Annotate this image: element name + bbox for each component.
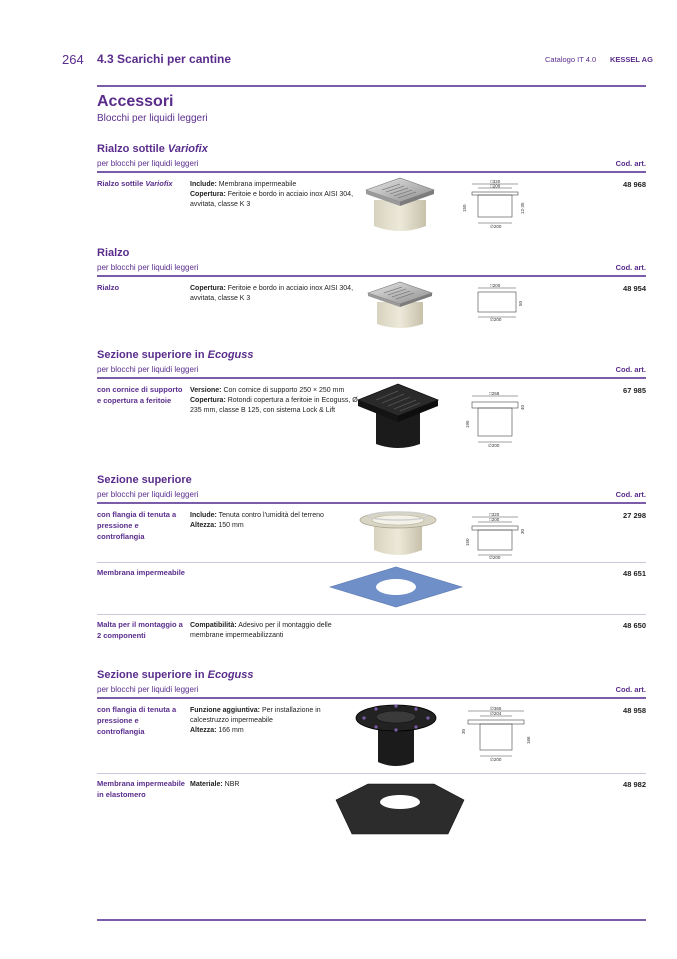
technical-drawing: [462, 512, 532, 560]
dimension-label: 150: [465, 538, 470, 546]
technical-drawing: [462, 390, 532, 448]
dimension-label: □200: [489, 517, 500, 522]
dimension-label: ∅365: [490, 706, 502, 711]
page-subtitle: Blocchi per liquidi leggeri: [97, 113, 208, 124]
code-label: Cod. art.: [615, 365, 646, 374]
dimension-label: ∅200: [488, 443, 500, 448]
article-code: 67 985: [623, 386, 646, 395]
item-description: Include: Tenuta contro l'umidità del terreno Altezza: 150 mm: [190, 512, 324, 529]
item-name: con flangia di tenuta a pressione e controflangia: [97, 510, 177, 541]
section-rule: [97, 377, 646, 379]
dimension-label: □258: [489, 391, 500, 396]
dimension-label: 30: [520, 528, 525, 534]
section-title: Rialzo sottile Variofix: [97, 143, 208, 155]
dimension-label: ∅200: [490, 224, 502, 229]
code-label: Cod. art.: [615, 490, 646, 499]
article-code: 48 650: [623, 621, 646, 630]
section-rule: [97, 502, 646, 504]
code-label: Cod. art.: [615, 685, 646, 694]
section-subtitle: per blocchi per liquidi leggeri: [97, 263, 199, 272]
dimension-label: □320: [490, 179, 501, 184]
section-subtitle: per blocchi per liquidi leggeri: [97, 159, 199, 168]
item-name: Membrana impermeabile in elastomero: [97, 779, 185, 799]
section-subtitle: per blocchi per liquidi leggeri: [97, 685, 199, 694]
product-image-ecoguss-grate: [356, 382, 440, 452]
section-title: Sezione superiore in Ecoguss: [97, 349, 254, 361]
dimension-label: ∅200: [490, 317, 502, 322]
item-description: Funzione aggiuntiva: Per installazione in calcestruzzo impermeabile Altezza: 166 mm: [190, 707, 321, 734]
item-name: Malta per il montaggio a 2 componenti: [97, 620, 183, 640]
item-name: Membrana impermeabile: [97, 568, 185, 577]
dimension-label: ∅200: [489, 555, 501, 560]
dimension-label: □320: [489, 512, 500, 517]
article-code: 48 651: [623, 569, 646, 578]
technical-drawing: [470, 282, 530, 322]
item-name: Rialzo: [97, 283, 120, 292]
section-title: Rialzo: [97, 247, 130, 259]
item-description: Materiale: NBR: [190, 781, 240, 788]
item-name: Rialzo sottile Variofix: [97, 179, 173, 188]
row-divider: [97, 773, 646, 774]
catalog-label: Catalogo IT 4.0: [545, 55, 597, 64]
page-number: 264: [62, 52, 84, 67]
item-description: Include: Membrana impermeabile Copertura: Feritoie e bordo in acciaio inox AISI 304, avvitata, classe K 3: [190, 181, 354, 208]
item-description: Versione: Con cornice di supporto 250 × 250 mm Copertura: Rotondi copertura a feritoie in Ecoguss, Ø 235 mm, classe B 125, con sistema Lock & Lift: [190, 387, 358, 414]
section-subtitle: per blocchi per liquidi leggeri: [97, 490, 199, 499]
item-name: con cornice di supporto e copertura a feritoie: [97, 385, 183, 405]
article-code: 48 958: [623, 706, 646, 715]
article-code: 48 968: [623, 180, 646, 189]
item-name: con flangia di tenuta a pressione e controflangia: [97, 705, 177, 736]
product-image-membrane: [328, 565, 464, 609]
code-label: Cod. art.: [615, 263, 646, 272]
dimension-label: 40: [520, 404, 525, 410]
product-image-ecoguss-flange: [354, 702, 438, 770]
section-rule: [97, 275, 646, 277]
dimension-label: 150: [462, 204, 467, 212]
section-heading: 4.3 Scarichi per cantine: [97, 52, 232, 66]
product-image-variofix: [362, 176, 438, 236]
section-title: Sezione superiore: [97, 474, 192, 486]
dimension-label: 166: [526, 736, 531, 744]
section-subtitle: per blocchi per liquidi leggeri: [97, 365, 199, 374]
dimension-label: □200: [490, 183, 501, 189]
article-code: 27 298: [623, 511, 646, 520]
dimension-label: 195: [465, 420, 470, 428]
article-code: 48 982: [623, 780, 646, 789]
brand-label: KESSEL AG: [610, 55, 653, 64]
product-image-elastomer-membrane: [334, 782, 466, 836]
section-rule: [97, 697, 646, 699]
dimension-label: ∅204: [490, 711, 502, 716]
technical-drawing: [460, 178, 532, 230]
product-image-rialzo: [364, 280, 436, 332]
product-image-flange-ring: [358, 508, 438, 560]
item-description: Copertura: Feritoie e bordo in acciaio inox AISI 304, avvitata, classe K 3: [190, 285, 354, 302]
dimension-label: ∅200: [490, 757, 502, 762]
article-code: 48 954: [623, 284, 646, 293]
row-divider: [97, 614, 646, 615]
page-title: Accessori: [97, 93, 174, 110]
technical-drawing: [460, 706, 534, 764]
dimension-label: 30: [461, 728, 466, 734]
dimension-label: 50: [518, 300, 523, 306]
code-label: Cod. art.: [615, 159, 646, 168]
header-rule: [97, 85, 646, 87]
item-description: Compatibilità: Adesivo per il montaggio delle membrane impermeabilizzanti: [190, 622, 332, 639]
footer-rule: [97, 919, 646, 921]
dimension-label: □200: [490, 283, 501, 288]
row-divider: [97, 562, 646, 563]
section-title: Sezione superiore in Ecoguss: [97, 669, 254, 681]
section-rule: [97, 171, 646, 173]
dimension-label: 12-35: [520, 202, 525, 214]
